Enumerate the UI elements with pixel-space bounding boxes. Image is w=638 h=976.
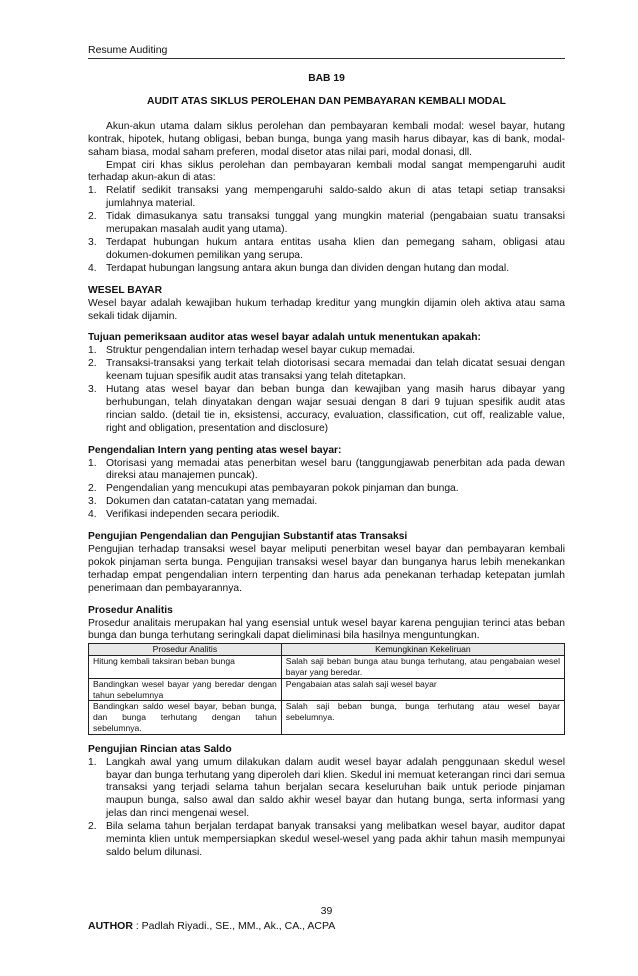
list-number: 1. — [88, 457, 97, 469]
table-row — [89, 701, 565, 734]
list-text: Terdapat hubungan langsung antara akun bunga dan dividen dengan hutang dan modal. — [106, 262, 510, 274]
page-content — [88, 70, 565, 860]
list-text: Struktur pengendalian intern terhadap wesel bayar cukup memadai. — [106, 345, 416, 357]
page-number: 39 — [320, 905, 333, 917]
list-item — [88, 185, 565, 211]
list-item — [88, 496, 565, 509]
table-cell: Bandingkan wesel bayar yang beredar dengan tahun sebelumnya — [89, 678, 282, 701]
list-text: Langkah awal yang umum dilakukan dalam audit wesel bayar adalah penggunaan skedul wesel bayar dan bunga terhutang yang diperoleh dari klien. Skedul ini memuat keterangan rinci dari semua transaksi yang terjadi selama tahun berjalan secara keseluruhan baik untuk periode pinjaman maupun bunga, salso awal dan saldo akhir wesel bayar dan hutang bunga, serta informasi yang jelas dan rinci mengenai wesel. — [106, 756, 565, 820]
list-item — [88, 211, 565, 237]
list-text: Relatif sedikit transaksi yang mempengaruhi saldo-saldo akun di atas tetapi setiap transaksi jumlahnya material. — [106, 185, 565, 210]
list-item — [88, 483, 565, 496]
author-text: : Padlah Riyadi., SE., MM., Ak., CA., ACPA — [132, 920, 336, 932]
list-number: 2. — [88, 821, 97, 833]
analitis-paragraph: Prosedur analitais merupakan hal yang esensial untuk wesel bayar karena pengujian terinci atas beban bunga dan bunga terhutang seringkali dapat dieliminasi bila hasilnya menguntungkan. — [88, 617, 565, 642]
intro-list — [88, 185, 565, 275]
section-heading-tujuan: Tujuan pemeriksaan auditor atas wesel bayar adalah untuk menentukan apakah: — [88, 332, 481, 344]
section-heading-analitis: Prosedur Analitis — [88, 604, 173, 616]
pengujian-paragraph: Pengujian terhadap transaksi wesel bayar meliputi penerbitan wesel bayar dan pembayaran kembali pokok pinjaman serta bunga. Pengujian transaksi wesel bayar dan bunganya harus lebih menekankan terhadap empat pengendalian intern terpenting dan harus ada penekanan terhadap ketepatan jumlah penerimaan dan pembayarannya. — [88, 544, 565, 594]
list-item — [88, 263, 565, 276]
list-item — [88, 358, 565, 384]
list-item — [88, 509, 565, 522]
header-divider — [88, 58, 565, 59]
list-text: Transaksi-transaksi yang terkait telah diotorisasi secara memadai dan telah dicatat sesuai dengan keenam tujuan spesifik audit atas transaksi yang telah ditetapkan. — [106, 358, 565, 383]
chapter-label: BAB 19 — [308, 73, 345, 84]
section-heading-pengujian: Pengujian Pengendalian dan Pengujian Substantif atas Transaksi — [88, 531, 408, 543]
section-heading-wesel: WESEL BAYAR — [88, 284, 163, 296]
list-text: Otorisasi yang memadai atas penerbitan wesel baru (tanggungjawab penerbitan ada pada dewan direksi atau manajemen puncak). — [106, 457, 565, 482]
author-footer — [88, 920, 335, 932]
author-label: AUTHOR — [88, 920, 133, 932]
table-header-cell: Prosedur Analitis — [89, 644, 282, 656]
table-cell: Bandingkan saldo wesel bayar, beban bunga, dan bunga terhutang dengan tahun sebelumnya. — [89, 701, 282, 734]
list-text: Tidak dimasukanya satu transaksi tunggal yang mungkin material (pengabaian suatu transaksi merupakan masalah audit yang utama). — [106, 211, 565, 236]
list-text: Terdapat hubungan hukum antara entitas usaha klien dan pemegang saham, obligasi atau dokumen-dokumen pemilikan yang serupa. — [106, 236, 565, 261]
rincian-list — [88, 757, 565, 860]
chapter-title: AUDIT ATAS SIKLUS PEROLEHAN DAN PEMBAYARAN KEMBALI MODAL — [147, 95, 506, 107]
list-number: 4. — [88, 509, 97, 521]
table-cell: Hitung kembali taksiran beban bunga — [89, 656, 282, 679]
list-number: 3. — [88, 236, 97, 248]
section-heading-rincian: Pengujian Rincian atas Saldo — [88, 743, 232, 755]
list-text: Pengendalian yang mencukupi atas pembayaran pokok pinjaman dan bunga. — [106, 483, 459, 495]
pengendalian-list — [88, 458, 565, 523]
list-item — [88, 237, 565, 263]
intro-paragraph-2: Empat ciri khas siklus perolehan dan pembayaran kembali modal sangat mempengaruhi audit terhadap akun-akun di atas: — [88, 159, 565, 184]
tujuan-list — [88, 345, 565, 435]
wesel-paragraph: Wesel bayar adalah kewajiban hukum terhadap kreditur yang mungkin dijamin oleh aktiva atau sama sekali tidak dijamin. — [88, 297, 565, 322]
list-number: 1. — [88, 185, 97, 197]
list-number: 3. — [88, 496, 97, 508]
list-text: Verifikasi independen secara periodik. — [106, 509, 280, 521]
list-text: Bila selama tahun berjalan terdapat banyak transaksi yang melibatkan wesel bayar, auditor dapat meminta klien untuk mempersiapkan skedul wesel-wesel yang pada akhir tahun masih mempunyai saldo belum dilunasi. — [106, 821, 565, 858]
table-row — [89, 656, 565, 679]
list-text: Dokumen dan catatan-catatan yang memadai. — [106, 496, 318, 508]
list-item — [88, 458, 565, 484]
list-item — [88, 345, 565, 358]
table-cell: Salah saji beban bunga atau bunga terhutang, atau pengabaian wesel bayar yang beredar. — [281, 656, 564, 679]
list-number: 1. — [88, 345, 97, 357]
intro-paragraph-1: Akun-akun utama dalam siklus perolehan dan pembayaran kembali modal: wesel bayar, hutang kontrak, hipotek, hutang obligasi, beban bunga, bunga yang masih harus dibayar, kas di bank, modal-saham biasa, modal saham preferen, modal disetor atas nilai pari, modal donasi, dll. — [88, 120, 565, 158]
list-number: 2. — [88, 483, 97, 495]
list-number: 2. — [88, 358, 97, 370]
list-text: Hutang atas wesel bayar dan beban bunga dan kewajiban yang masih harus dibayar yang berhubungan, telah dinyatakan dengan wajar sesuai dengan 8 dari 9 tujuan spesifik audit atas rincian saldo. (detail tie in, eksistensi, accuracy, evaluation, classification, cut off, realizable value, right and obligation, presentation and disclosure) — [106, 384, 565, 434]
table-cell: Pengabaian atas salah saji wesel bayar — [281, 678, 564, 701]
section-heading-pengendalian: Pengendalian Intern yang penting atas wesel bayar: — [88, 444, 342, 456]
list-number: 3. — [88, 384, 97, 396]
table-cell: Salah saji beban bunga, bunga terhutang atau wesel bayar sebelumnya. — [281, 701, 564, 734]
list-item — [88, 757, 565, 822]
table-row — [89, 678, 565, 701]
list-item — [88, 821, 565, 860]
table-header-cell: Kemungkinan Kekeliruan — [281, 644, 564, 656]
running-header: Resume Auditing — [88, 44, 168, 56]
list-number: 2. — [88, 211, 97, 223]
list-item — [88, 384, 565, 436]
table-header-row — [89, 644, 565, 656]
list-number: 1. — [88, 756, 97, 768]
list-number: 4. — [88, 262, 97, 274]
analytical-procedures-table — [88, 643, 565, 734]
